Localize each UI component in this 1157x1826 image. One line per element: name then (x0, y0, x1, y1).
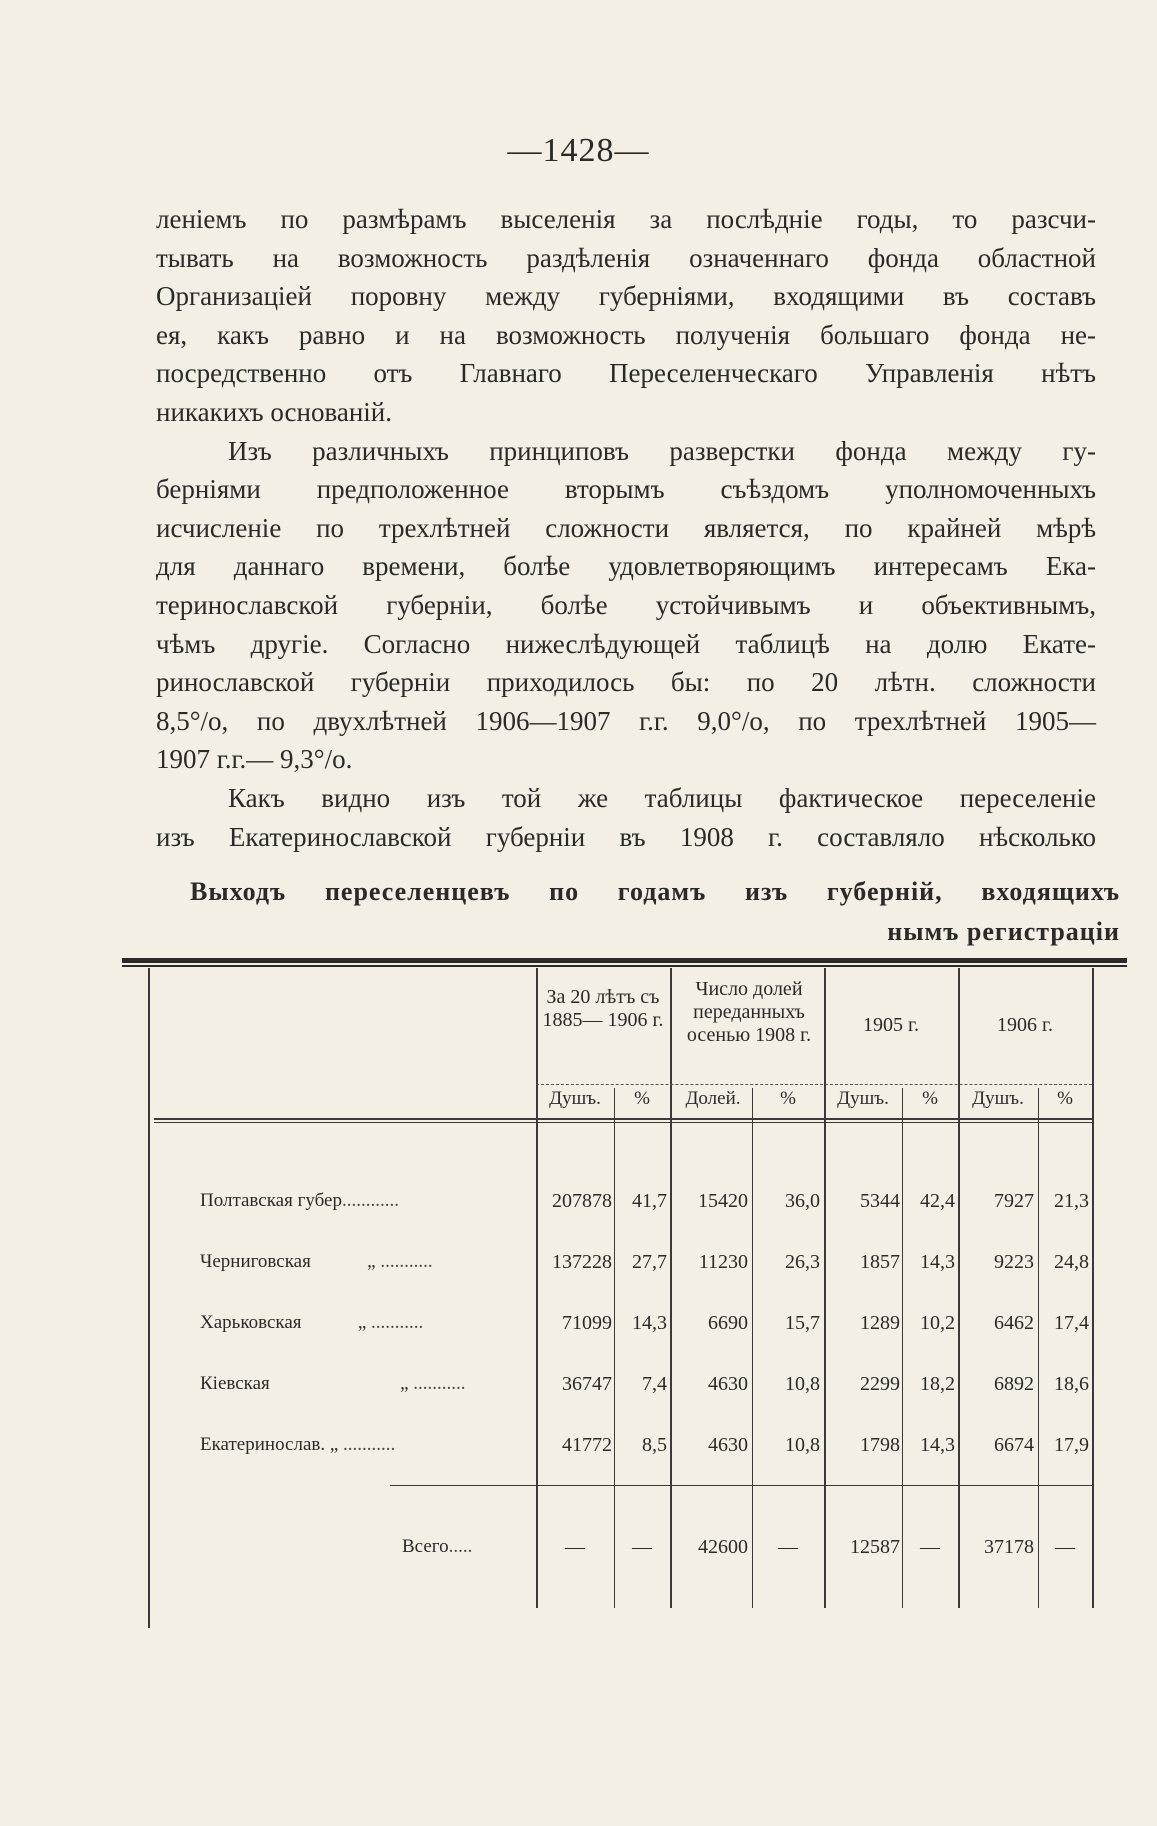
header-bottom-rule (154, 1122, 1092, 1123)
table-row-label: Черниговская „ ........... (200, 1251, 433, 1272)
table-cell: 207878 (552, 1190, 612, 1212)
table-cell: 17,9 (1054, 1434, 1089, 1456)
table-row-label: Полтавская губер............ (200, 1190, 399, 1211)
subheader-percent: % (922, 1088, 938, 1109)
table-cell: 2299 (860, 1373, 900, 1395)
text-line: леніемъ по размѣрамъ выселенія за послѣдніе годы, то разсчи- (156, 204, 1096, 234)
subheader-shares: Долей. (685, 1088, 741, 1109)
table-title-line: Выходъ переселенцевъ по годамъ изъ губерній, входящихъ (190, 877, 1120, 906)
text-line: Изъ различныхъ принциповъ разверстки фонда между гу- (228, 435, 1096, 466)
column-divider (902, 1088, 903, 1608)
text-line: исчисленіе по трехлѣтней сложности является, по крайней мѣрѣ (156, 512, 1096, 543)
column-divider (1038, 1088, 1039, 1608)
table-cell: 41,7 (632, 1190, 667, 1212)
table-row-label: Екатеринослав. „ ........... (200, 1434, 396, 1455)
table-cell: 9223 (994, 1251, 1034, 1273)
table-cell: 71099 (562, 1312, 612, 1334)
text-line: для даннаго времени, болѣе удовлетворяющимъ интересамъ Ека- (156, 551, 1096, 582)
column-divider (824, 968, 826, 1608)
table-cell: 6892 (994, 1373, 1034, 1395)
text-line: теринославской губерніи, болѣе устойчивымъ и объективнымъ, (156, 589, 1096, 620)
total-cell: 37178 (984, 1536, 1034, 1558)
table-title (190, 872, 1120, 952)
table-cell: 18,2 (920, 1373, 955, 1395)
text-line: чѣмъ другіе. Согласно нижеслѣдующей таблицѣ на долю Екате- (156, 628, 1096, 659)
table-top-rule (122, 965, 1127, 967)
table-cell: 21,3 (1054, 1190, 1089, 1212)
text-line: никакихъ основаній. (156, 396, 392, 427)
table-cell: 6462 (994, 1312, 1034, 1334)
text-line: посредственно отъ Главнаго Переселенческаго Управленія нѣтъ (156, 358, 1096, 389)
subheader-percent: % (1057, 1088, 1073, 1109)
table-top-rule (122, 958, 1127, 963)
subheader-percent: % (634, 1088, 650, 1109)
column-divider (958, 968, 960, 1608)
text-line: изъ Екатеринославской губерніи въ 1908 г. составляло нѣсколько (156, 821, 1096, 852)
table-cell: 10,2 (920, 1312, 955, 1334)
page-number: —1428— (507, 132, 650, 169)
table-cell: 26,3 (785, 1251, 820, 1273)
header-20-years: За 20 лѣтъ съ 1885— 1906 г. (542, 986, 664, 1031)
column-divider (752, 1088, 753, 1608)
header-1905: 1905 г. (863, 1014, 919, 1036)
table-cell: 17,4 (1054, 1312, 1089, 1334)
table-cell: 4630 (708, 1373, 748, 1395)
total-cell: — (632, 1536, 652, 1558)
table-cell: 137228 (552, 1251, 612, 1273)
text-line: тывать на возможность раздѣленія означеннаго фонда областной (156, 242, 1096, 273)
table-border (148, 968, 150, 1628)
table-cell: 14,3 (632, 1312, 667, 1334)
subheader-souls: Душъ. (837, 1088, 889, 1109)
text-line: ея, какъ равно и на возможность полученія большаго фонда не- (156, 319, 1096, 350)
header-shares: Число долей переданныхъ осенью 1908 г. (686, 978, 812, 1046)
total-cell: — (920, 1536, 940, 1558)
table-cell: 11230 (698, 1251, 748, 1273)
total-cell: — (778, 1536, 798, 1558)
column-divider (1092, 968, 1094, 1608)
table-row-label: Кіевская „ ........... (200, 1373, 466, 1394)
table-cell: 36,0 (785, 1190, 820, 1212)
table-cell: 6690 (708, 1312, 748, 1334)
table-cell: 8,5 (642, 1434, 667, 1456)
migration-table (122, 958, 1127, 1618)
table-cell: 14,3 (920, 1251, 955, 1273)
text-line: 8,5°/o, по двухлѣтней 1906—1907 г.г. 9,0°/o, по трехлѣтней 1905— (156, 705, 1096, 736)
table-cell: 24,8 (1054, 1251, 1089, 1273)
total-cell: 42600 (698, 1536, 748, 1558)
column-divider (670, 968, 672, 1608)
table-cell: 15420 (698, 1190, 748, 1212)
subheader-percent: % (780, 1088, 796, 1109)
table-title-line: нымъ регистраціи (887, 917, 1120, 946)
text-line: 1907 г.г.— 9,3°/o. (156, 744, 353, 775)
table-cell: 7,4 (642, 1373, 667, 1395)
total-rule (390, 1485, 1092, 1486)
text-line: ринославской губерніи приходилось бы: по 20 лѣтн. сложности (156, 667, 1096, 698)
header-divider (536, 1084, 1092, 1085)
header-1906: 1906 г. (997, 1014, 1053, 1036)
table-cell: 6674 (994, 1434, 1034, 1456)
table-row-label: Харьковская „ ........... (200, 1312, 424, 1333)
header-bottom-rule (154, 1118, 1092, 1120)
total-cell: — (565, 1536, 585, 1558)
table-cell: 10,8 (785, 1434, 820, 1456)
subheader-souls: Душъ. (972, 1088, 1024, 1109)
table-cell: 10,8 (785, 1373, 820, 1395)
total-label: Всего..... (402, 1536, 473, 1557)
table-cell: 5344 (860, 1190, 900, 1212)
table-cell: 42,4 (920, 1190, 955, 1212)
subheader-souls: Душъ. (549, 1088, 601, 1109)
table-cell: 14,3 (920, 1434, 955, 1456)
text-line: Какъ видно изъ той же таблицы фактическое переселеніе (228, 782, 1096, 813)
table-cell: 27,7 (632, 1251, 667, 1273)
table-cell: 36747 (562, 1373, 612, 1395)
table-cell: 1798 (860, 1434, 900, 1456)
table-cell: 7927 (994, 1190, 1034, 1212)
table-cell: 15,7 (785, 1312, 820, 1334)
column-divider (536, 968, 538, 1608)
table-cell: 1289 (860, 1312, 900, 1334)
total-cell: — (1055, 1536, 1075, 1558)
text-line: Организаціей поровну между губерніями, входящими въ составъ (156, 281, 1096, 312)
total-cell: 12587 (850, 1536, 900, 1558)
table-cell: 1857 (860, 1251, 900, 1273)
text-line: берніями предположенное вторымъ съѣздомъ уполномоченныхъ (156, 474, 1096, 505)
table-cell: 18,6 (1054, 1373, 1089, 1395)
body-text (156, 200, 1096, 856)
table-cell: 41772 (562, 1434, 612, 1456)
table-cell: 4630 (708, 1434, 748, 1456)
column-divider (614, 1088, 615, 1608)
